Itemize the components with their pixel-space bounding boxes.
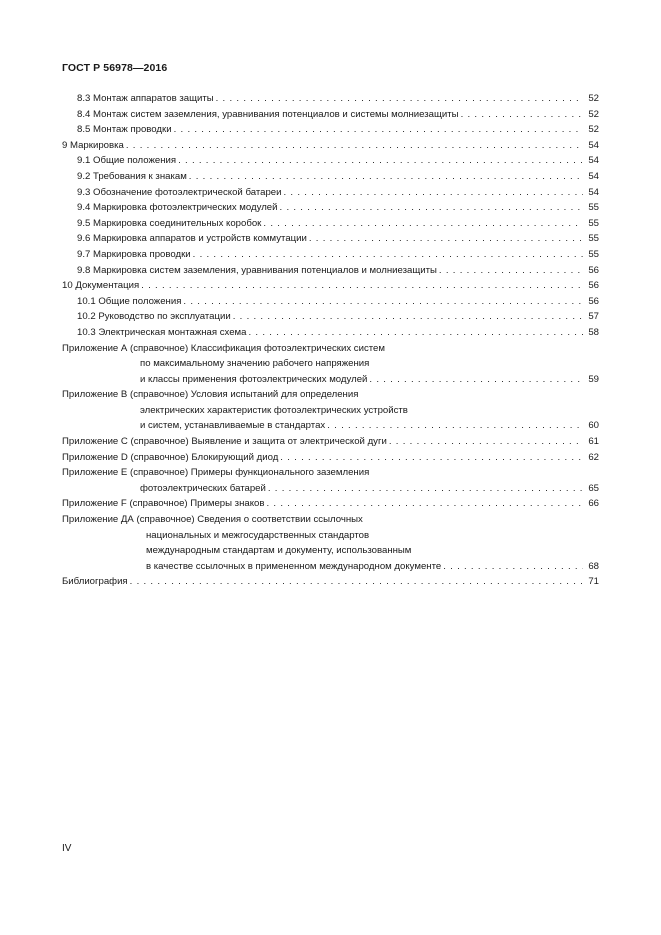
dot-leader <box>233 309 583 325</box>
toc-entry-text: 9.2 Требования к знакам <box>77 170 187 182</box>
toc-entry-10[interactable] <box>62 278 599 294</box>
toc-entry-page: 56 <box>588 264 599 276</box>
dot-leader <box>178 153 583 169</box>
dot-leader <box>443 559 583 575</box>
dot-leader <box>309 231 583 247</box>
dot-leader <box>266 496 583 512</box>
toc-entry-page: 56 <box>588 280 599 292</box>
toc-entry-page: 66 <box>588 498 599 510</box>
toc-entry-9[interactable] <box>62 138 599 154</box>
toc-entry-9-8[interactable] <box>62 263 599 279</box>
toc-entry-page: 54 <box>588 170 599 182</box>
dot-leader <box>249 325 584 341</box>
toc-entry-8-3[interactable] <box>62 91 599 107</box>
toc-entry-text: электрических характеристик фотоэлектрических устройств <box>140 404 408 416</box>
toc-entry-text: фотоэлектрических батарей <box>140 482 266 494</box>
toc-entry-9-2[interactable] <box>62 169 599 185</box>
dot-leader <box>327 418 583 434</box>
toc-entry-page: 52 <box>588 108 599 120</box>
toc-entry-text: Библиография <box>62 576 128 588</box>
dot-leader <box>263 216 583 232</box>
toc-entry-page: 52 <box>588 93 599 104</box>
toc-entry-10-3[interactable] <box>62 325 599 341</box>
toc-entry-8-4[interactable] <box>62 107 599 123</box>
dot-leader <box>389 434 583 450</box>
document-code: ГОСТ Р 56978—2016 <box>62 62 168 74</box>
toc-entry-page: 55 <box>588 202 599 214</box>
toc-entry-page: 71 <box>588 576 599 588</box>
toc-entry-page: 65 <box>588 482 599 494</box>
toc-entry-text: 9.3 Обозначение фотоэлектрической батареи <box>77 186 282 198</box>
toc-entry-9-7[interactable] <box>62 247 599 263</box>
toc-entry-bibliography[interactable] <box>62 574 599 590</box>
toc-entry-9-6[interactable] <box>62 231 599 247</box>
toc-entry-9-5[interactable] <box>62 216 599 232</box>
toc-entry-text: 9.6 Маркировка аппаратов и устройств коммутации <box>77 233 307 245</box>
table-of-contents <box>62 91 599 590</box>
toc-entry-text: 9.7 Маркировка проводки <box>77 248 191 260</box>
toc-entry-text: и классы применения фотоэлектрических модулей <box>140 373 368 385</box>
dot-leader <box>189 169 583 185</box>
toc-entry-page: 52 <box>588 124 599 136</box>
toc-entry-text: Приложение D (справочное) Блокирующий диод <box>62 451 279 463</box>
dot-leader <box>174 122 583 138</box>
dot-leader <box>216 91 583 107</box>
toc-entry-text: международным стандартам и документу, использованным <box>146 545 412 557</box>
toc-entry-appendix-d[interactable] <box>62 450 599 466</box>
dot-leader <box>280 200 583 216</box>
dot-leader <box>141 278 583 294</box>
toc-entry-8-5[interactable] <box>62 122 599 138</box>
toc-entry-text: Приложение F (справочное) Примеры знаков <box>62 498 265 510</box>
toc-entry-text: 8.3 Монтаж аппаратов защиты <box>77 93 214 104</box>
toc-entry-page: 55 <box>588 248 599 260</box>
toc-entry-appendix-f[interactable] <box>62 496 599 512</box>
toc-entry-appendix-b[interactable] <box>62 387 599 434</box>
toc-entry-text: 9.4 Маркировка фотоэлектрических модулей <box>77 202 278 214</box>
toc-entry-appendix-c[interactable] <box>62 434 599 450</box>
toc-entry-page: 54 <box>588 139 599 151</box>
toc-entry-text: 10.3 Электрическая монтажная схема <box>77 326 247 338</box>
toc-entry-page: 54 <box>588 186 599 198</box>
toc-entry-text: 8.5 Монтаж проводки <box>77 124 172 136</box>
toc-entry-text: 10.2 Руководство по эксплуатации <box>77 311 231 323</box>
toc-entry-page: 54 <box>588 155 599 167</box>
toc-entry-text: 9 Маркировка <box>62 139 124 151</box>
dot-leader <box>130 574 583 590</box>
page-number: IV <box>62 843 72 854</box>
toc-entry-page: 60 <box>588 420 599 432</box>
toc-entry-10-1[interactable] <box>62 294 599 310</box>
toc-entry-page: 58 <box>588 326 599 338</box>
toc-entry-text: 10.1 Общие положения <box>77 295 182 307</box>
toc-entry-text: по максимальному значению рабочего напряжения <box>140 358 370 370</box>
toc-entry-page: 57 <box>588 311 599 323</box>
toc-entry-page: 68 <box>588 560 599 572</box>
toc-entry-page: 55 <box>588 233 599 245</box>
dot-leader <box>439 263 583 279</box>
toc-entry-text: и систем, устанавливаемые в стандартах <box>140 420 326 432</box>
toc-entry-9-4[interactable] <box>62 200 599 216</box>
toc-entry-text: 9.8 Маркировка систем заземления, уравнивания потенциалов и молниезащиты <box>77 264 437 276</box>
dot-leader <box>183 294 583 310</box>
toc-entry-9-1[interactable] <box>62 153 599 169</box>
toc-entry-text: 10 Документация <box>62 280 140 292</box>
dot-leader <box>461 107 583 123</box>
toc-entry-text: Приложение В (справочное) Условия испытаний для определения <box>62 389 359 401</box>
dot-leader <box>284 185 584 201</box>
toc-entry-page: 55 <box>588 217 599 229</box>
dot-leader <box>369 372 583 388</box>
toc-entry-page: 62 <box>588 451 599 463</box>
toc-entry-page: 61 <box>588 436 599 448</box>
toc-entry-text: Приложение С (справочное) Выявление и защита от электрической дуги <box>62 436 387 448</box>
toc-entry-text: национальных и межгосударственных стандартов <box>146 529 370 541</box>
toc-entry-text: Приложение А (справочное) Классификация фотоэлектрических систем <box>62 342 385 354</box>
toc-entry-appendix-da[interactable] <box>62 512 599 574</box>
dot-leader <box>280 450 583 466</box>
toc-entry-text: 9.5 Маркировка соединительных коробок <box>77 217 262 229</box>
dot-leader <box>268 481 583 497</box>
toc-entry-text: 8.4 Монтаж систем заземления, уравнивания потенциалов и системы молниезащиты <box>77 108 459 120</box>
dot-leader <box>193 247 583 263</box>
toc-entry-text: 9.1 Общие положения <box>77 155 177 167</box>
dot-leader <box>126 138 583 154</box>
toc-entry-text: Приложение Е (справочное) Примеры функционального заземления <box>62 467 370 479</box>
toc-entry-10-2[interactable] <box>62 309 599 325</box>
toc-entry-appendix-a[interactable] <box>62 341 599 388</box>
toc-entry-text: Приложение ДА (справочное) Сведения о соответствии ссылочных <box>62 514 363 526</box>
toc-entry-text: в качестве ссылочных в примененном международном документе <box>146 560 442 572</box>
toc-entry-9-3[interactable] <box>62 185 599 201</box>
toc-entry-page: 56 <box>588 295 599 307</box>
toc-entry-appendix-e[interactable] <box>62 465 599 496</box>
toc-entry-page: 59 <box>588 373 599 385</box>
